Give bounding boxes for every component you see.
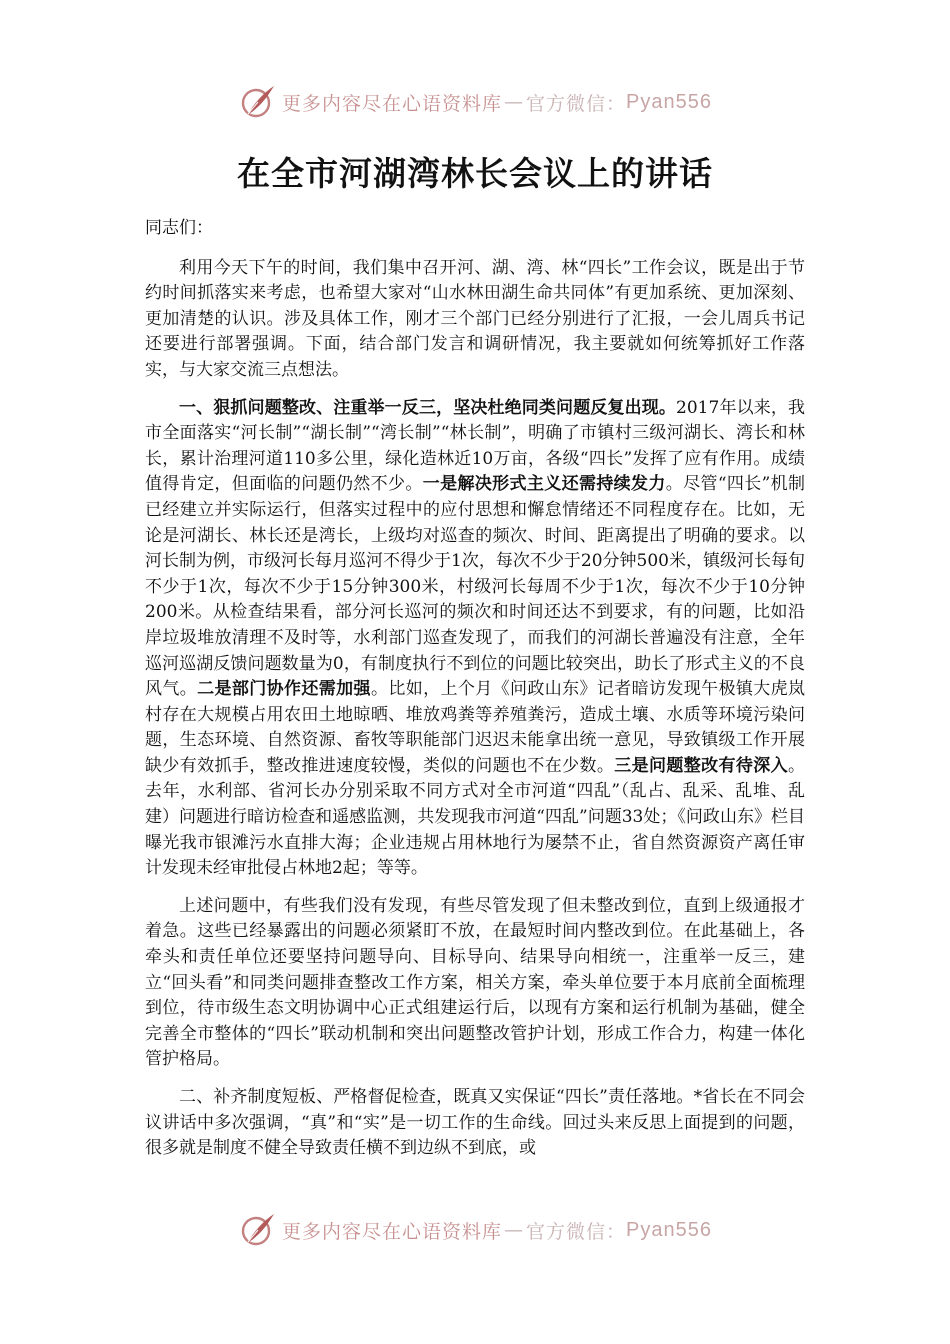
watermark-handle: Pyan556 (626, 90, 712, 113)
quill-feather-logo-icon (238, 82, 278, 122)
quill-feather-logo-icon (238, 1210, 278, 1250)
point-three-text: 。去年，水利部、省河长办分别采取不同方式对全市河道“四乱”（乱占、乱采、乱堆、乱建）问题进行暗访检查和遥感监测，共发现我市河道“四乱”问题33处；《问政山东》栏目曝光我市银滩污水直排大海；企业违规占用林地行为屡禁不止，省自然资源资产离任审计发现未经审批侵占林地2起；等等。 (145, 755, 806, 879)
document-title: 在全市河湖湾林长会议上的讲话 (237, 154, 713, 193)
watermark-brand-text: 更多内容尽在心语资料库 (282, 92, 503, 115)
point-two-text: 。比如，上个月《问政山东》记者暗访发现午极镇大虎岚村存在大规模占用农田土地晾晒、堆放鸡粪等养殖粪污，造成土壤、水质等环境污染问题，生态环境、自然资源、畜牧等职能部门迟迟未能拿出统一意见，导致镇级工作开展缺少有效抓手，整改推进速度较慢，类似的问题也不在少数。 (145, 679, 806, 776)
watermark-separator: — (504, 91, 525, 113)
greeting: 同志们： (145, 218, 213, 238)
point-one-heading: 一是解决形式主义还需持续发力 (422, 474, 666, 495)
watermark-wechat-label: 官方微信： (526, 92, 627, 115)
watermark-banner-top (0, 80, 950, 124)
watermark-wechat-label: 官方微信： (526, 1220, 627, 1243)
watermark-brand-text: 更多内容尽在心语资料库 (282, 1220, 503, 1243)
paragraph-intro: 利用今天下午的时间，我们集中召开河、湖、湾、林“四长”工作会议，既是出于节约时间抓落实来考虑，也希望大家对“山水林田湖生命共同体”有更加系统、更加深刻、更加清楚的认识。涉及具体工作，刚才三个部门已经分别进行了汇报，一会儿周兵书记还要进行部署强调。下面，结合部门发言和调研情况，我主要就如何统筹抓好工作落实，与大家交流三点想法。 (145, 257, 805, 380)
watermark-banner-bottom (0, 1208, 950, 1252)
watermark-separator: — (504, 1219, 525, 1241)
document-body (145, 216, 805, 1174)
section-one-text: 2017年以来，我市全面落实“河长制”“湖长制”“湾长制”“林长制”，明确了市镇村三级河湖长、湾长和林长，累计治理河道110多公里，绿化造林近10万亩，各级“四长”发挥了应有作用。成绩值得肯定，但面临的问题仍然不少。 (145, 397, 806, 495)
paragraph-section-two: 二、补齐制度短板、严格督促检查，既真又实保证“四长”责任落地。*省长在不同会议讲话中多次强调，“真”和“实”是一切工作的生命线。回过头来反思上面提到的问题，很多就是制度不健全导致责任横不到边纵不到底，或 (145, 1087, 805, 1159)
watermark-handle: Pyan556 (626, 1218, 712, 1241)
section-one-heading: 一、狠抓问题整改、注重举一反三，坚决杜绝同类问题反复出现。 (179, 397, 677, 418)
point-three-heading: 三是问题整改有待深入 (614, 755, 789, 776)
paragraph-section-one (145, 396, 805, 882)
paragraph-rectification: 上述问题中，有些我们没有发现，有些尽管发现了但未整改到位，直到上级通报才着急。这些已经暴露出的问题必须紧盯不放，在最短时间内整改到位。在此基础上，各牵头和责任单位还要坚持问题导向、目标导向、结果导向相统一，注重举一反三，建立“回头看”和同类问题排查整改工作方案，相关方案，牵头单位要于本月底前全面梳理到位，待市级生态文明协调中心正式组建运行后，以现有方案和运行机制为基础，健全完善全市整体的“四长”联动机制和突出问题整改管护计划，形成工作合力，构建一体化管护格局。 (145, 895, 805, 1070)
point-one-text: 。尽管“四长”机制已经建立并实际运行，但落实过程中的应付思想和懈怠情绪还不同程度存在。比如，无论是河湖长、林长还是湾长，上级均对巡查的频次、时间、距离提出了明确的要求。以河长制为例，市级河长每月巡河不得少于1次，每次不少于20分钟500米，镇级河长每旬不少于1次，每次不少于15分钟300米，村级河长每周不少于1次，每次不少于10分钟200米。从检查结果看，部分河长巡河的频次和时间还达不到要求，有的问题，比如沿岸垃圾堆放清理不及时等，水利部门巡查发现了，而我们的河湖长普遍没有注意，全年巡河巡湖反馈问题数量为0，有制度执行不到位的问题比较突出，助长了形式主义的不良风气。 (145, 474, 805, 700)
point-two-heading: 二是部门协作还需加强 (197, 679, 371, 700)
